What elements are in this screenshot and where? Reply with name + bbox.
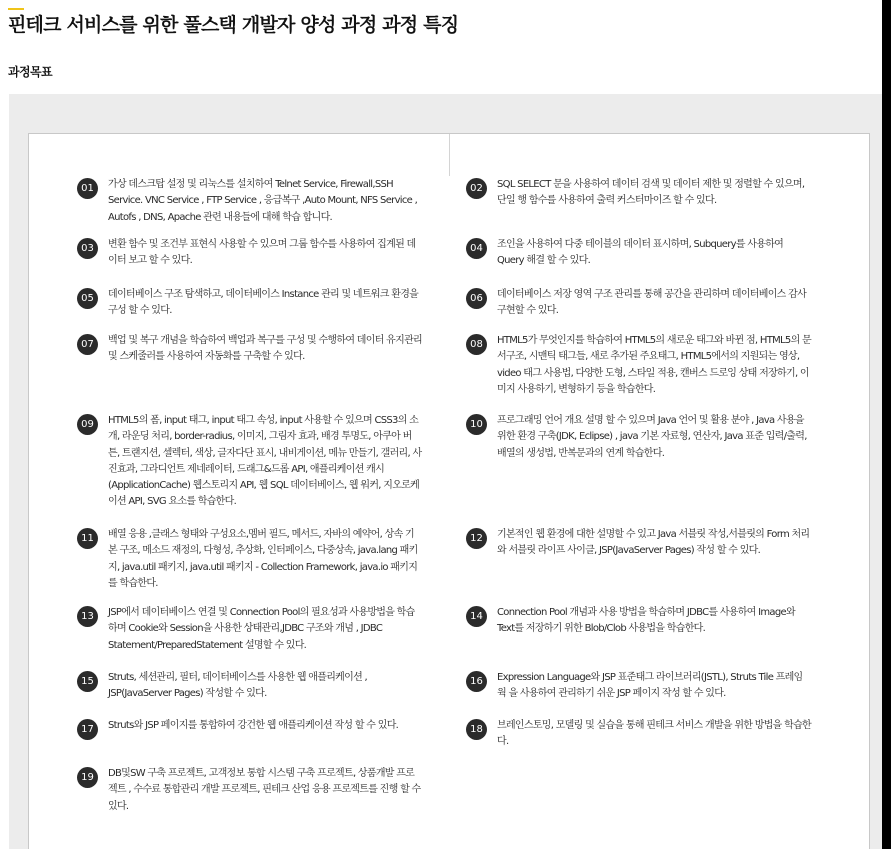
objective-number-badge: 17 (77, 719, 98, 740)
column-divider (449, 134, 450, 176)
objective-text: 프로그래밍 언어 개요 설명 할 수 있으며 Java 언어 및 활용 분야 , Java 사용을 위한 환경 구축(JDK, Eclipse) , java 기본 자료형, 연산자, Java 표준 입력/출력, 배열의 생성법, 반복문과의 연계 학습한다. (497, 415, 807, 459)
objective-text: Connection Pool 개념과 사용 방법을 학습하며 JDBC를 사용하여 Image와 Text를 저장하기 위한 Blob/Clob 사용법을 학습한다. (497, 607, 795, 635)
objective-number-badge: 19 (77, 767, 98, 788)
objective-text: Expression Language와 JSP 표준태그 라이브러리(JSTL), Struts Tile 프레임웍 을 사용하여 관리하기 쉬운 JSP 페이지 작성 할 수 있다. (497, 672, 803, 700)
objective-text: 가상 데스크탑 설정 및 리눅스를 설치하여 Telnet Service, Firewall,SSH Service. VNC Service , FTP Service , 응급복구 ,Auto Mount, NFS Service , Autofs , DNS, Apache 관련 내용들에 대해 학습 합니다. (108, 179, 418, 223)
objective-text: 배열 응용 ,클래스 형태와 구성요소,멤버 필드, 메서드, 자바의 예약어, 상속 기본 구조, 메소드 재정의, 다형성, 추상화, 인터페이스, 다중상속, java.lang 패키지, java.util 패키지, java.util 패키지 - Collection Framework, java.io 패키지를 학습한다. (108, 529, 418, 589)
objective-text: Struts, 세션관리, 필터, 데이터베이스를 사용한 웹 애플리케이션 , JSP(JavaServer Pages) 작성할 수 있다. (108, 672, 367, 700)
objective-number-badge: 14 (466, 606, 487, 627)
objective-number-badge: 05 (77, 288, 98, 309)
objective-text: HTML5가 무엇인지를 학습하여 HTML5의 새로운 태그와 바뀐 점, HTML5의 문서구조, 시맨틱 태그들, 새로 추가된 주요태그, HTML5에서의 지원되는 영상, video 태그 사용법, 다양한 도형, 스타일 적용, 캔버스 드로잉 상태 저장하기, 이미지 사용하기, 변형하기 등을 학습한다. (497, 335, 811, 395)
objective-number-badge: 07 (77, 334, 98, 355)
objectives-card (28, 133, 870, 849)
objective-text: JSP에서 데이터베이스 연결 및 Connection Pool의 필요성과 사용방법을 학습하며 Cookie와 Session을 사용한 상태관리,JDBC 구조와 개념 , JDBC Statement/PreparedStatement 설명할 수 있다. (108, 607, 415, 651)
objective-number-badge: 11 (77, 528, 98, 549)
objective-text: 백업 및 복구 개념을 학습하여 백업과 복구를 구성 및 수행하여 데이터 유지관리 및 스케줄러를 사용하여 자동화를 구축할 수 있다. (108, 335, 422, 363)
objective-text: 데이터베이스 저장 영역 구조 관리를 통해 공간을 관리하며 데이터베이스 감사 구현할 수 있다. (497, 289, 807, 317)
objective-text: 변환 함수 및 조건부 표현식 사용할 수 있으며 그룹 함수를 사용하여 집계된 데이터 보고 할 수 있다. (108, 239, 416, 267)
objective-number-badge: 18 (466, 719, 487, 740)
objective-number-badge: 15 (77, 671, 98, 692)
section-label-course-goals: 과정목표 (8, 65, 52, 79)
objective-text: SQL SELECT 문을 사용하여 데이터 검색 및 데이터 제한 및 정렬할 수 있으며, 단일 행 함수를 사용하여 출력 커스터마이즈 할 수 있다. (497, 179, 805, 207)
objective-text: 브레인스토밍, 모델링 및 실습을 통해 핀테크 서비스 개발을 위한 방법을 학습한다. (497, 720, 811, 748)
objective-number-badge: 10 (466, 414, 487, 435)
objective-text: 데이터베이스 구조 탐색하고, 데이터베이스 Instance 관리 및 네트워크 환경을 구성 할 수 있다. (108, 289, 419, 317)
page-title: 핀테크 서비스를 위한 풀스택 개발자 양성 과정 과정 특징 (8, 14, 459, 36)
objective-text: Struts와 JSP 페이지를 통합하여 강건한 웹 애플리케이션 작성 할 수 있다. (108, 720, 399, 731)
objective-text: DB및SW 구축 프로젝트, 고객정보 통합 시스템 구축 프로젝트, 상품개발 프로젝트 , 수수료 통합관리 개발 프로젝트, 핀테크 산업 응용 프로젝트를 진행 할 수 있다. (108, 768, 421, 812)
objective-number-badge: 12 (466, 528, 487, 549)
objective-number-badge: 01 (77, 178, 98, 199)
objective-number-badge: 16 (466, 671, 487, 692)
objective-number-badge: 04 (466, 238, 487, 259)
objective-text: HTML5의 폼, input 태그, input 태그 속성, input 사용할 수 있으며 CSS3의 소개, 라운딩 처리, border-radius, 이미지, 그림자 효과, 배경 투명도, 아쿠아 버튼, 트랜지션, 셀렉터, 색상, 글자다단 표시, 내비게이션, 메뉴 만들기, 갤러리, 사진효과, 그라디언트 제네레이터, 드래그&드롭 API, 애플리케이션 캐시(ApplicationCache) 웹스토리지 API, 웹 SQL 데이터베이스, 웹 워커, 지오로케이션 API, SVG 요소를 학습한다. (108, 415, 422, 508)
objective-number-badge: 13 (77, 606, 98, 627)
objective-number-badge: 08 (466, 334, 487, 355)
objective-number-badge: 02 (466, 178, 487, 199)
objective-text: 기본적인 웹 환경에 대한 설명할 수 있고 Java 서블릿 작성,서블릿의 Form 처리와 서블릿 라이프 사이클, JSP(JavaServer Pages) 작성 할 수 있다. (497, 529, 810, 557)
objective-number-badge: 03 (77, 238, 98, 259)
objective-text: 조인을 사용하여 다중 테이블의 데이터 표시하며, Subquery를 사용하여 Query 해결 할 수 있다. (497, 239, 784, 267)
objective-number-badge: 06 (466, 288, 487, 309)
objective-number-badge: 09 (77, 414, 98, 435)
